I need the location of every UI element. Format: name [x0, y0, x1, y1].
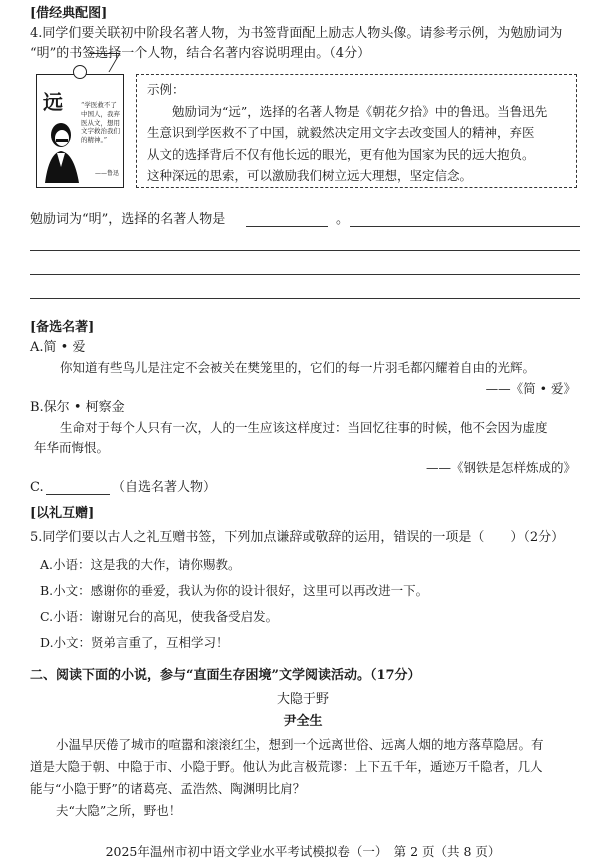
example-line-4: 这种深远的思索，可以激励我们树立远大理想，坚定信念。	[147, 168, 473, 183]
option-a-label: A.简 • 爱	[30, 340, 86, 355]
example-label: 示例：	[147, 82, 185, 97]
bookmark-sample	[36, 74, 124, 188]
section-title-books: [备选名著]	[30, 320, 95, 335]
option-c-blank[interactable]	[46, 494, 110, 495]
bookmark-big-char: 远	[43, 90, 63, 114]
q5-option-c[interactable]: C.小语：谢谢兄台的高见，使我备受启发。	[40, 609, 279, 624]
q5-option-d[interactable]: D.小文：贤弟言重了，互相学习！	[40, 635, 229, 650]
option-b-quote-1: 生命对于每个人只有一次，人的一生应该这样度过：当回忆往事的时候，他不会因为虚度	[60, 420, 548, 435]
section-title-gift: [以礼互赠]	[30, 506, 95, 521]
answer-line-2[interactable]	[30, 250, 580, 251]
story-author: 尹全生	[283, 714, 323, 729]
question-5: 5.同学们要以古人之礼互赠书签，下列加点谦辞或敬辞的运用，错误的一项是（ ）（2分）	[30, 530, 565, 545]
example-line-2: 生意识到学医救不了中国，就毅然决定用文字去改变国人的精神，弃医	[147, 125, 535, 140]
option-c-label: C.	[30, 480, 44, 495]
story-para-1-line-1: 小温早厌倦了城市的喧嚣和滚滚红尘，想到一个远离世俗、远离人烟的地方落草隐居。有	[56, 737, 544, 752]
story-para-2: 夫“大隐”之所，野也！	[56, 803, 182, 818]
example-box	[136, 74, 577, 188]
option-b-quote-2: 年华而悔恨。	[34, 440, 110, 455]
question-4-line-2: “明”的书签选择一个人物，结合名著内容说明理由。（4分）	[30, 46, 371, 61]
story-para-1-line-3: 能与“小隐于野”的诸葛亮、孟浩然、陶渊明比肩？	[30, 781, 306, 796]
answer-dot: 。	[336, 212, 350, 227]
example-line-3: 从文的选择背后不仅有他长远的眼光，更有他为国家为民的远大抱负。	[147, 146, 535, 162]
option-a-quote: 你知道有些鸟儿是注定不会被关在樊笼里的，它们的每一片羽毛都闪耀着自由的光辉。	[60, 360, 536, 375]
bookmark-ring	[73, 65, 87, 79]
option-b-source: ——《钢铁是怎样炼成的》	[425, 460, 576, 475]
section-title-illustration: [借经典配图]	[30, 6, 108, 21]
q5-option-b[interactable]: B.小文：感谢你的垂爱，我认为你的设计很好，这里可以再改进一下。	[40, 583, 429, 598]
answer-prompt: 勉励词为“明”，选择的名著人物是	[30, 212, 226, 227]
character-blank[interactable]	[246, 226, 328, 227]
option-a-source: ——《简 • 爱》	[485, 381, 576, 396]
q5-option-a[interactable]: A.小语：这是我的大作，请你赐教。	[40, 557, 241, 572]
option-b-label: B.保尔 • 柯察金	[30, 400, 125, 415]
question-4-line-1: 4.同学们要关联初中阶段名著人物，为书签背面配上励志人物头像。请参考示例，为勉励词为	[30, 26, 563, 41]
portrait-icon	[41, 119, 83, 183]
page-footer: 2025年温州市初中语文学业水平考试模拟卷（一） 第 2 页（共 8 页）	[105, 844, 501, 859]
story-para-1-line-2: 道是大隐于朝、中隐于市、小隐于野。他认为此言极荒谬：上下五千年，遁迹万千隐者，几人	[30, 759, 543, 774]
bookmark-quote: “学医救不了中国人，我弃医从文，想用文字救治我们的精神。”	[81, 101, 120, 145]
example-line-1: 勉励词为“远”，选择的名著人物是《朝花夕拾》中的鲁迅。当鲁迅先	[172, 103, 548, 119]
answer-line-1[interactable]	[350, 226, 580, 227]
story-title: 大隐于野	[276, 692, 329, 707]
option-c-hint: （自选名著人物）	[112, 480, 217, 495]
answer-line-3[interactable]	[30, 274, 580, 275]
bookmark-signature: ——鲁迅	[95, 170, 120, 177]
answer-line-4[interactable]	[30, 298, 580, 299]
part-2-heading: 二、阅读下面的小说，参与“直面生存困境”文学阅读活动。（17分）	[30, 668, 421, 683]
